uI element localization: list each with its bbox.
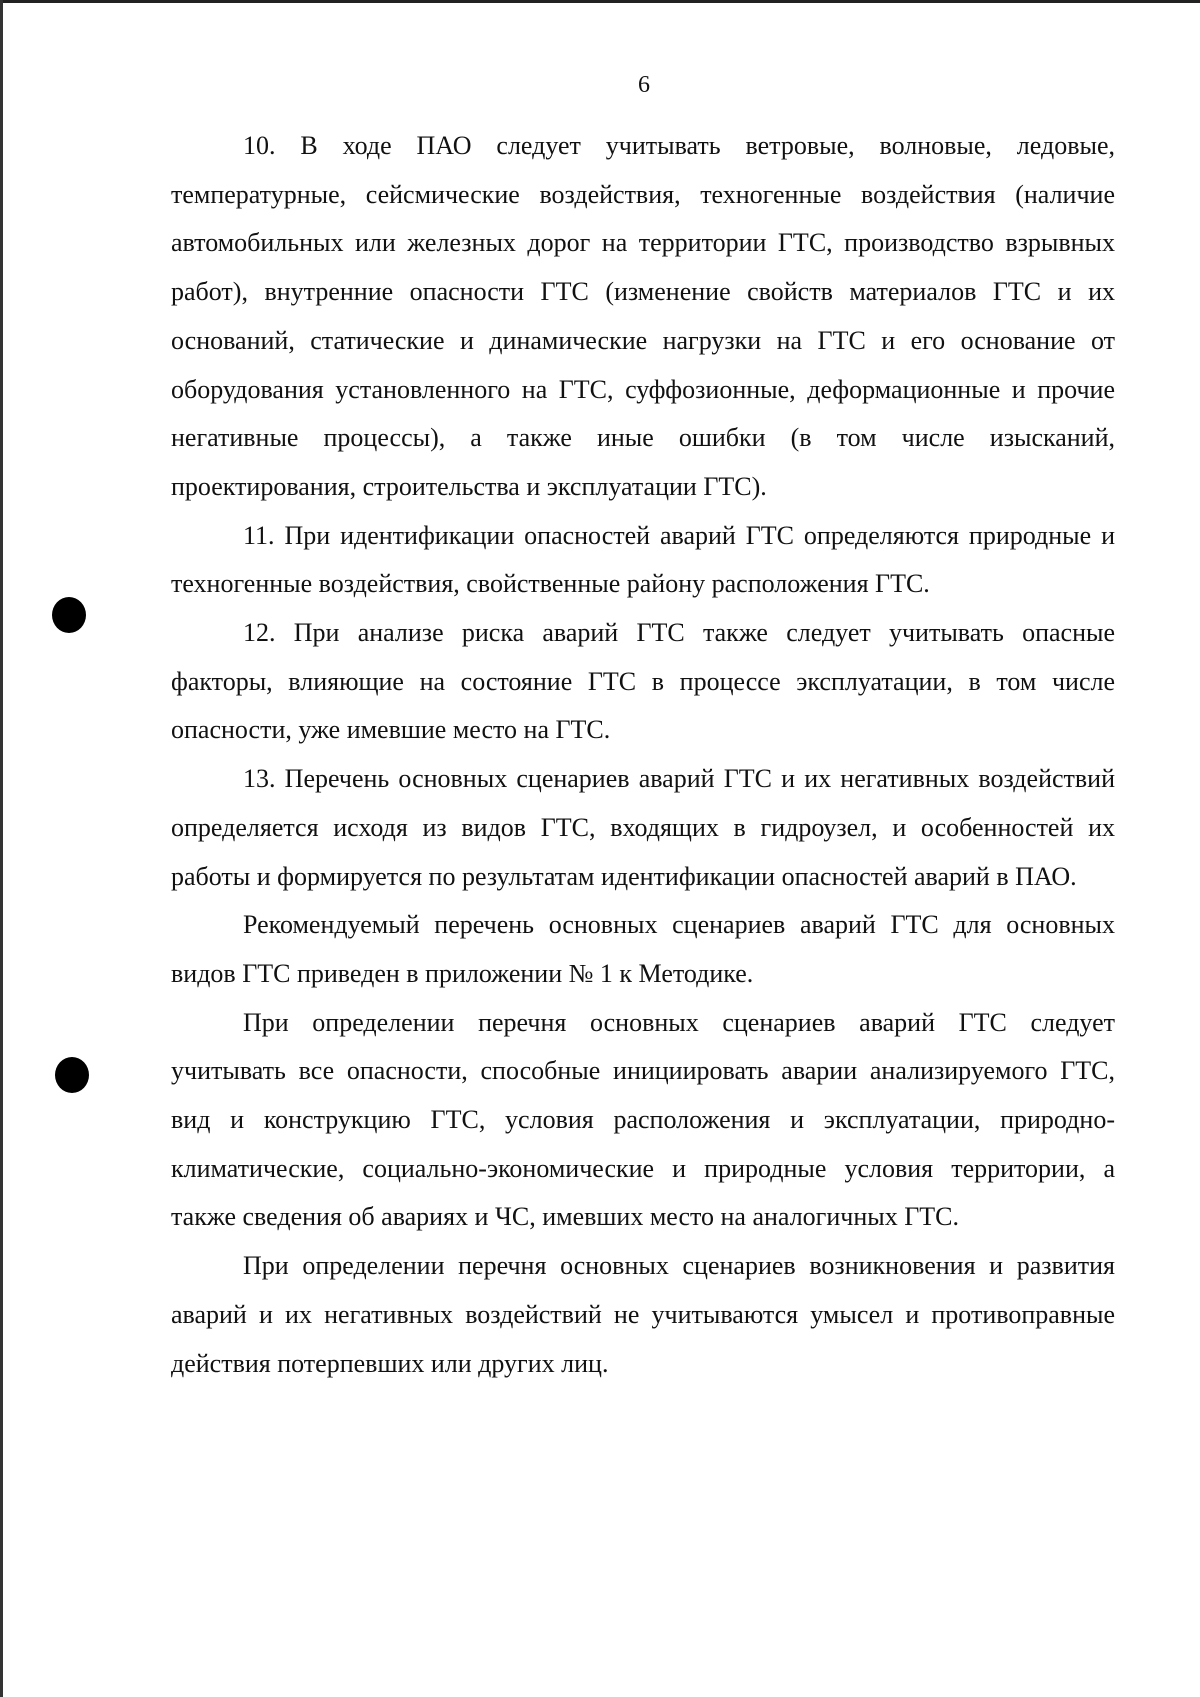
punch-hole — [52, 597, 86, 633]
paragraph-11: 11. При идентификации опасностей аварий ГТС определяются природные и техногенные воздействия, свойственные району расположения ГТС. — [171, 520, 1115, 599]
page-edge-left — [0, 0, 3, 1697]
paragraph-13: 13. Перечень основных сценариев аварий ГТС и их негативных воздействий определяется исходя из видов ГТС, входящих в гидроузел, и особенностей их работы и формируется по результатам идентификации опасностей аварий в ПАО. — [171, 764, 1115, 891]
paragraph-exclusions: При определении перечня основных сценариев возникновения и развития аварий и их негативных воздействий не учитываются умысел и противоправные действия потерпевших или других лиц. — [171, 1251, 1115, 1378]
paragraph-12: 12. При анализе риска аварий ГТС также следует учитывать опасные факторы, влияющие на состояние ГТС в процессе эксплуатации, в том числе опасности, уже имевшие место на ГТС. — [171, 618, 1115, 745]
page-edge-top — [0, 0, 1200, 3]
paragraph-recommended-list: Рекомендуемый перечень основных сценариев аварий ГТС для основных видов ГТС приведен в приложении № 1 к Методике. — [171, 910, 1115, 988]
paragraph-scenario-list-factors: При определении перечня основных сценариев аварий ГТС следует учитывать все опасности, способные инициировать аварии анализируемого ГТС, вид и конструкцию ГТС, условия расположения и эксплуатации, природно-климатические, социально-экономические и природные условия территории, а также сведения об авариях и ЧС, имевших место на аналогичных ГТС. — [171, 1007, 1115, 1232]
document-body — [171, 122, 1115, 1388]
punch-hole — [55, 1057, 89, 1093]
paragraph-10: 10. В ходе ПАО следует учитывать ветровые, волновые, ледовые, температурные, сейсмические воздействия, техногенные воздействия (наличие автомобильных или железных дорог на территории ГТС, производство взрывных работ), внутренние опасности ГТС (изменение свойств материалов ГТС и их оснований, статические и динамические нагрузки на ГТС и его основание от оборудования установленного на ГТС, суффозионные, деформационные и прочие негативные процессы), а также иные ошибки (в том числе изысканий, проектирования, строительства и эксплуатации ГТС). — [171, 131, 1115, 501]
page-number: 6 — [638, 72, 650, 98]
